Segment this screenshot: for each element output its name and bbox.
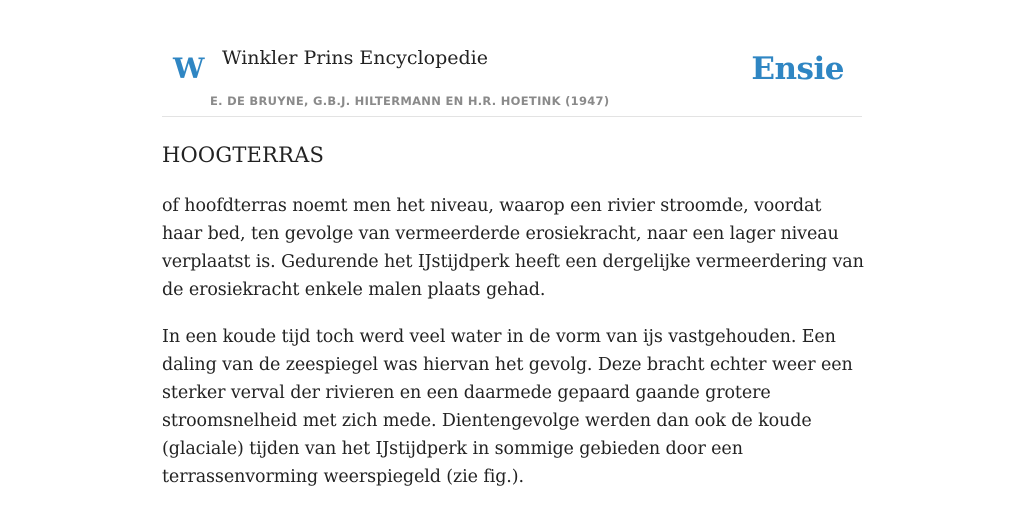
entry-title: HOOGTERRAS — [162, 143, 325, 167]
encyclopedia-logo-icon[interactable]: W — [173, 52, 205, 85]
ensie-brand-logo[interactable]: Ensie — [751, 51, 844, 87]
encyclopedia-header — [162, 0, 862, 117]
article-paragraph: In een koude tijd toch werd veel water in de vorm van ijs vastgehouden. Een daling van de zeespiegel was hiervan het gevolg. Deze bracht echter weer een sterker verval der rivieren en een daarmede gepaard gaande grotere stroomsnelheid met zich mede. Dientengevolge werden dan ook de koude (glaciale) tijden van het IJstijdperk in sommige gebieden door een terrassenvorming weerspiegeld (zie fig.). — [162, 327, 853, 487]
publication-title[interactable]: Winkler Prins Encyclopedie — [222, 47, 488, 69]
article — [162, 138, 866, 491]
article-paragraph: of hoofdterras noemt men het niveau, waarop een rivier stroomde, voordat haar bed, ten gevolge van vermeerderde erosiekracht, naar een lager niveau verplaatst is. Gedurende het IJstijdperk heeft een dergelijke vermeerdering van de erosiekracht enkele malen plaats gehad. — [162, 196, 864, 300]
publication-authors: E. DE BRUYNE, G.B.J. HILTERMANN EN H.R. HOETINK (1947) — [210, 94, 610, 108]
